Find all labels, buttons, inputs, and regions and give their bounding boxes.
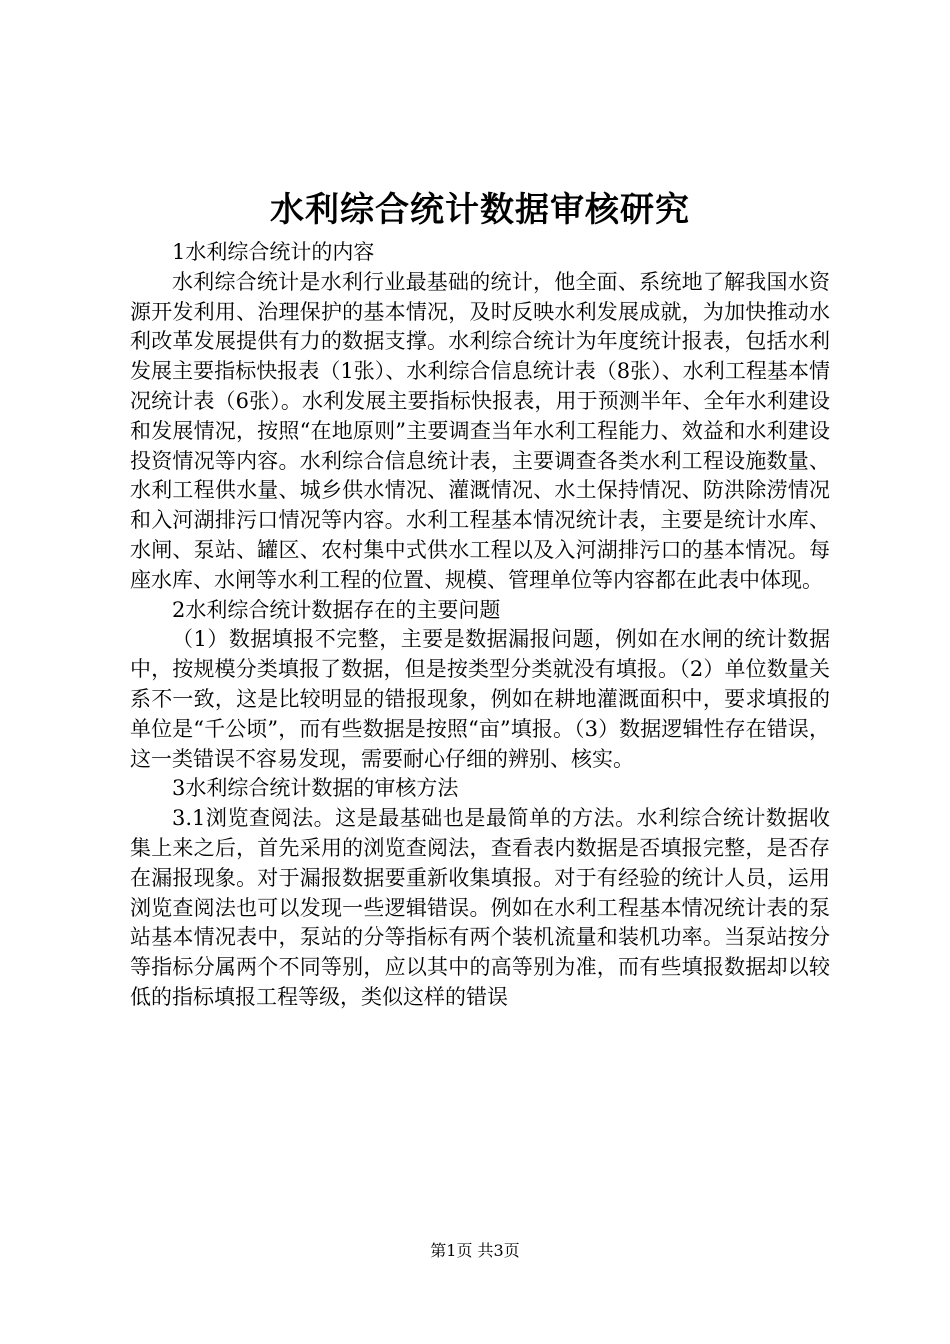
document-title: 水利综合统计数据审核研究	[270, 190, 690, 230]
section-1-paragraph-1: 水利综合统计是水利行业最基础的统计，他全面、系统地了解我国水资源开发利用、治理保护的基本情况，及时反映水利发展成就，为加快推动水利改革发展提供有力的数据支撑。水利综合统计为年度统计报表，包括水利发展主要指标快报表（1张）、水利综合信息统计表（8张）、水利工程基本情况统计表（6张）。水利发展主要指标快报表，用于预测半年、全年水利建设和发展情况，按照“在地原则”主要调查当年水利工程能力、效益和水利建设投资情况等内容。水利综合信息统计表，主要调查各类水利工程设施数量、水利工程供水量、城乡供水情况、灌溉情况、水土保持情况、防洪除涝情况和入河湖排污口情况等内容。水利工程基本情况统计表，主要是统计水库、水闸、泵站、罐区、农村集中式供水工程以及入河湖排污口的基本情况。每座水库、水闸等水利工程的位置、规模、管理单位等内容都在此表中体现。	[130, 269, 830, 592]
page-footer: 第1页 共3页	[430, 1241, 520, 1260]
section-2-paragraph-1: （1）数据填报不完整，主要是数据漏报问题，例如在水闸的统计数据中，按规模分类填报了数据，但是按类型分类就没有填报。（2）单位数量关系不一致，这是比较明显的错报现象，例如在耕地灌溉面积中，要求填报的单位是“千公顷”，而有些数据是按照“亩”填报。（3）数据逻辑性存在错误，这一类错误不容易发现，需要耐心仔细的辨别、核实。	[130, 627, 830, 771]
document-body	[130, 238, 830, 1013]
section-3-paragraph-1: 3.1浏览查阅法。这是最基础也是最简单的方法。水利综合统计数据收集上来之后，首先采用的浏览查阅法，查看表内数据是否填报完整，是否存在漏报现象。对于漏报数据要重新收集填报。对于有经验的统计人员，运用浏览查阅法也可以发现一些逻辑错误。例如在水利工程基本情况统计表的泵站基本情况表中，泵站的分等指标有两个装机流量和装机功率。当泵站按分等指标分属两个不同等别，应以其中的高等别为准，而有些填报数据却以较低的指标填报工程等级，类似这样的错误	[130, 806, 830, 1009]
section-heading-3: 3水利综合统计数据的审核方法	[172, 776, 459, 801]
section-heading-2: 2水利综合统计数据存在的主要问题	[172, 597, 501, 622]
section-heading-1: 1水利综合统计的内容	[172, 240, 375, 264]
document-page	[130, 186, 830, 1013]
